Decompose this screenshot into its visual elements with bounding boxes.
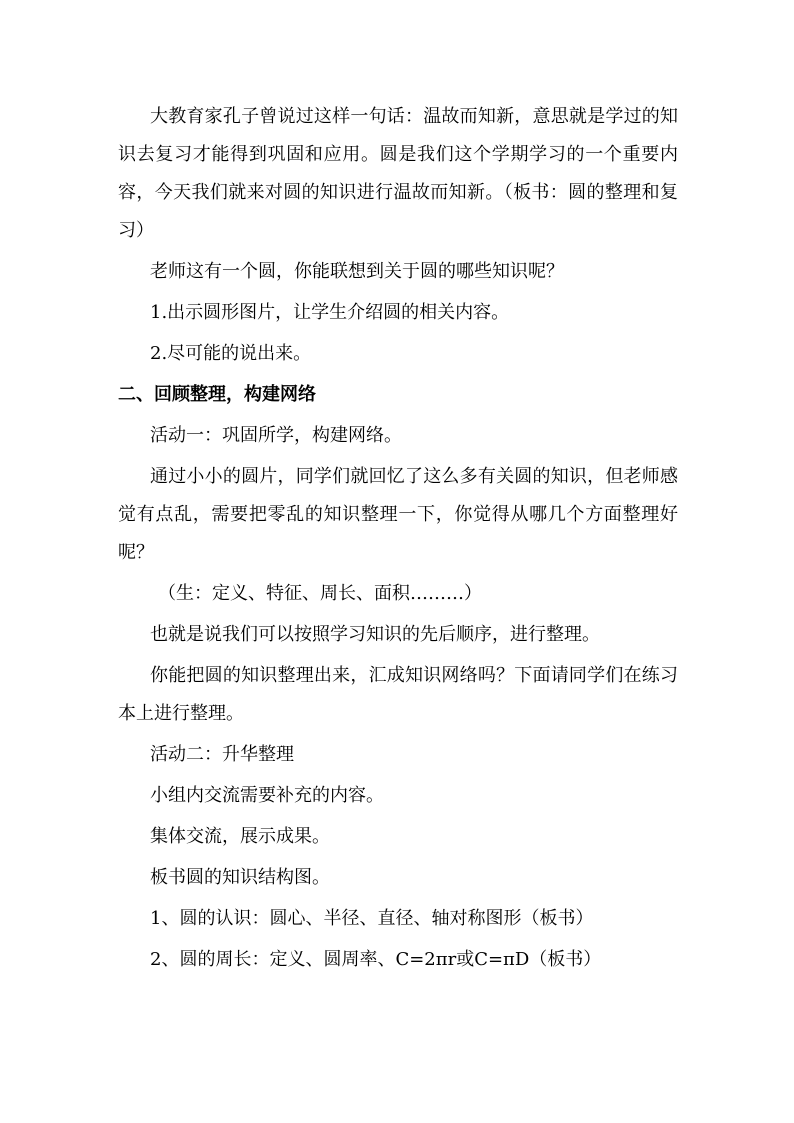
- paragraph-circumference: 2、圆的周长：定义、圆周率、C=2πr或C=πD（板书）: [150, 949, 602, 970]
- paragraph-activity-1: 活动一：巩固所学，构建网络。: [150, 425, 402, 446]
- paragraph-step-1: 1.出示圆形图片，让学生介绍圆的相关内容。: [150, 302, 510, 323]
- section-heading: 二、回顾整理，构建网络: [118, 384, 316, 405]
- paragraph-question: 老师这有一个圆，你能联想到关于圆的哪些知识呢？: [150, 261, 564, 282]
- paragraph-group: 小组内交流需要补充的内容。: [150, 785, 384, 806]
- paragraph-share: 集体交流，展示成果。: [150, 826, 330, 847]
- paragraph-order: 也就是说我们可以按照学习知识的先后顺序，进行整理。: [150, 624, 600, 645]
- paragraph-step-2: 2.尽可能的说出来。: [150, 343, 312, 364]
- document-page: [118, 98, 678, 979]
- paragraph-intro: 大教育家孔子曾说过这样一句话：温故而知新，意思就是学过的知识去复习才能得到巩固和应用。圆是我们这个学期学习的一个重要内容，今天我们就来对圆的知识进行温故而知新。（板书：圆的整理和复习）: [118, 106, 678, 241]
- paragraph-network: 你能把圆的知识整理出来，汇成知识网络吗？下面请同学们在练习本上进行整理。: [118, 665, 678, 724]
- paragraph-organize: 通过小小的圆片，同学们就回忆了这么多有关圆的知识，但老师感觉有点乱，需要把零乱的知识整理一下，你觉得从哪几个方面整理好呢？: [118, 466, 678, 563]
- paragraph-circle-definition: 1、圆的认识：圆心、半径、直径、轴对称图形（板书）: [150, 908, 594, 929]
- paragraph-activity-2: 活动二：升华整理: [150, 744, 294, 765]
- paragraph-board: 板书圆的知识结构图。: [150, 867, 330, 888]
- paragraph-student-answer: （生：定义、特征、周长、面积………）: [158, 583, 482, 604]
